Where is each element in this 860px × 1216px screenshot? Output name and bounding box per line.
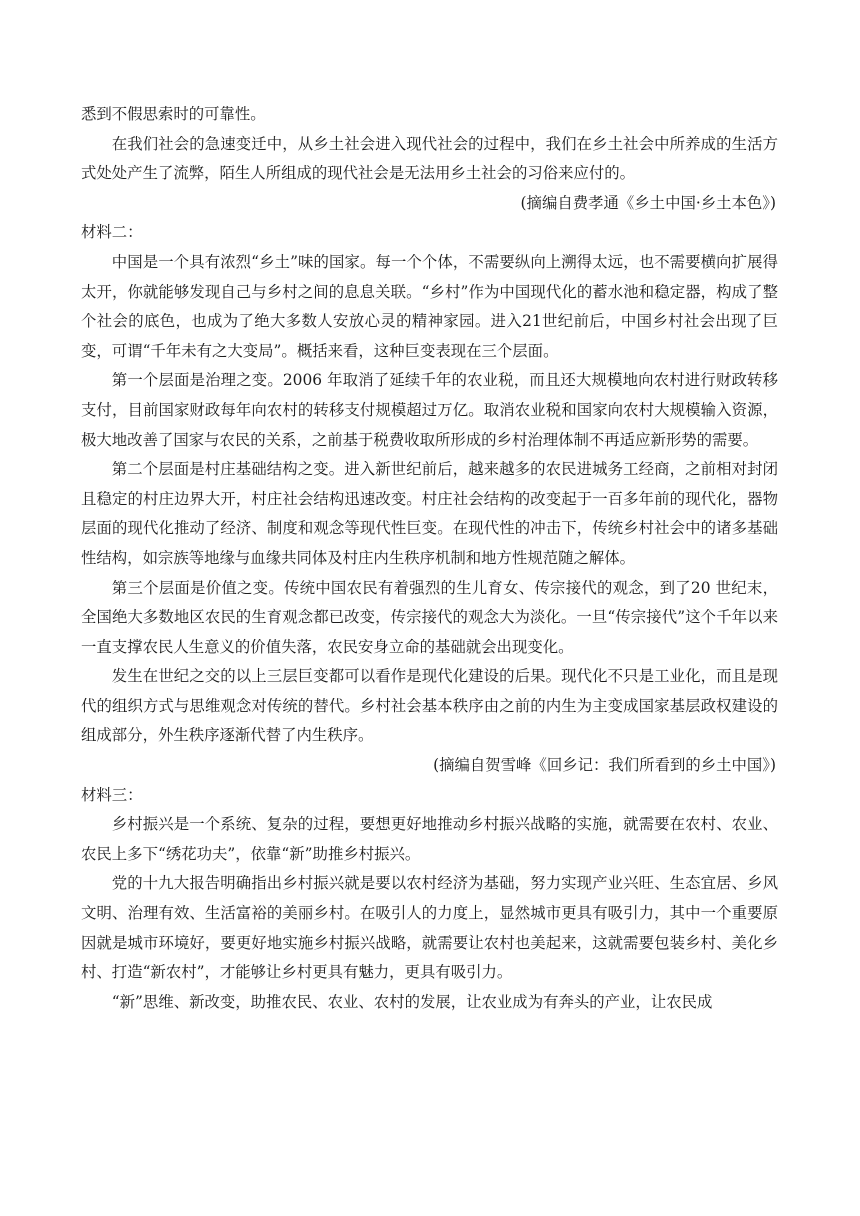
body-paragraph: 中国是一个具有浓烈“乡土”味的国家。每一个个体，不需要纵向上溯得太远，也不需要横向扩展得太开，你就能够发现自己与乡村之间的息息关联。“乡村”作为中国现代化的蓄水池和稳定器，构成了整个社会的底色，也成为了绝大多数人安放心灵的精神家园。进入21世纪前后，中国乡村社会出现了巨变，可谓“千年未有之大变局”。概括来看，这种巨变表现在三个层面。 xyxy=(81,252,778,360)
continued-paragraph: 悉到不假思索时的可靠性。 xyxy=(81,105,266,123)
body-paragraph: 第一个层面是治理之变。2006 年取消了延续千年的农业税，而且还大规模地向农村进行财政转移支付，目前国家财政每年向农村的转移支付规模超过万亿。取消农业税和国家向农村大规模输入资源，极大地改善了国家与农民的关系，之前基于税费收取所形成的乡村治理体制不再适应新形势的需要。 xyxy=(81,371,778,449)
text-column xyxy=(81,100,778,1017)
source-citation: (摘编自费孝通《乡土中国·乡土本色》) xyxy=(520,193,776,212)
body-paragraph: 在我们社会的急速变迁中，从乡土社会进入现代社会的过程中，我们在乡土社会中所养成的生活方式处处产生了流弊，陌生人所组成的现代社会是无法用乡土社会的习俗来应付的。 xyxy=(81,134,778,183)
body-paragraph: “新”思维、新改变，助推农民、农业、农村的发展，让农业成为有奔头的产业，让农民成 xyxy=(111,992,713,1011)
material-heading: 材料二： xyxy=(81,223,143,242)
body-paragraph: 第三个层面是价值之变。传统中国农民有着强烈的生儿育女、传宗接代的观念，到了20 世纪末，全国绝大多数地区农民的生育观念都已改变，传宗接代的观念大为淡化。一旦“传宗接代”这个千年以来一直支撑农民人生意义的价值失落，农民安身立命的基础就会出现变化。 xyxy=(81,578,778,656)
material-heading: 材料三： xyxy=(81,785,143,804)
body-paragraph: 党的十九大报告明确指出乡村振兴就是要以农村经济为基础，努力实现产业兴旺、生态宜居、乡风文明、治理有效、生活富裕的美丽乡村。在吸引人的力度上，显然城市更具有吸引力，其中一个重要原因就是城市环境好，要更好地实施乡村振兴战略，就需要让农村也美起来，这就需要包装乡村、美化乡村、打造“新农村”，才能够让乡村更具有魅力，更具有吸引力。 xyxy=(81,874,778,982)
source-citation: (摘编自贺雪峰《回乡记：我们所看到的乡土中国》) xyxy=(433,756,776,775)
body-paragraph: 乡村振兴是一个系统、复杂的过程，要想更好地推动乡村振兴战略的实施，就需要在农村、农业、农民上多下“绣花功夫”，依靠“新”助推乡村振兴。 xyxy=(81,815,778,863)
body-paragraph: 第二个层面是村庄基础结构之变。进入新世纪前后，越来越多的农民进城务工经商，之前相对封闭且稳定的村庄边界大开，村庄社会结构迅速改变。村庄社会结构的改变起于一百多年前的现代化，器物层面的现代化推动了经济、制度和观念等现代性巨变。在现代性的冲击下，传统乡村社会中的诸多基础性结构，如宗族等地缘与血缘共同体及村庄内生秩序机制和地方性规范随之解体。 xyxy=(81,460,778,567)
body-paragraph: 发生在世纪之交的以上三层巨变都可以看作是现代化建设的后果。现代化不只是工业化，而且是现代的组织方式与思维观念对传统的替代。乡村社会基本秩序由之前的内生为主变成国家基层政权建设的组成部分，外生秩序逐渐代替了内生秩序。 xyxy=(81,667,778,745)
